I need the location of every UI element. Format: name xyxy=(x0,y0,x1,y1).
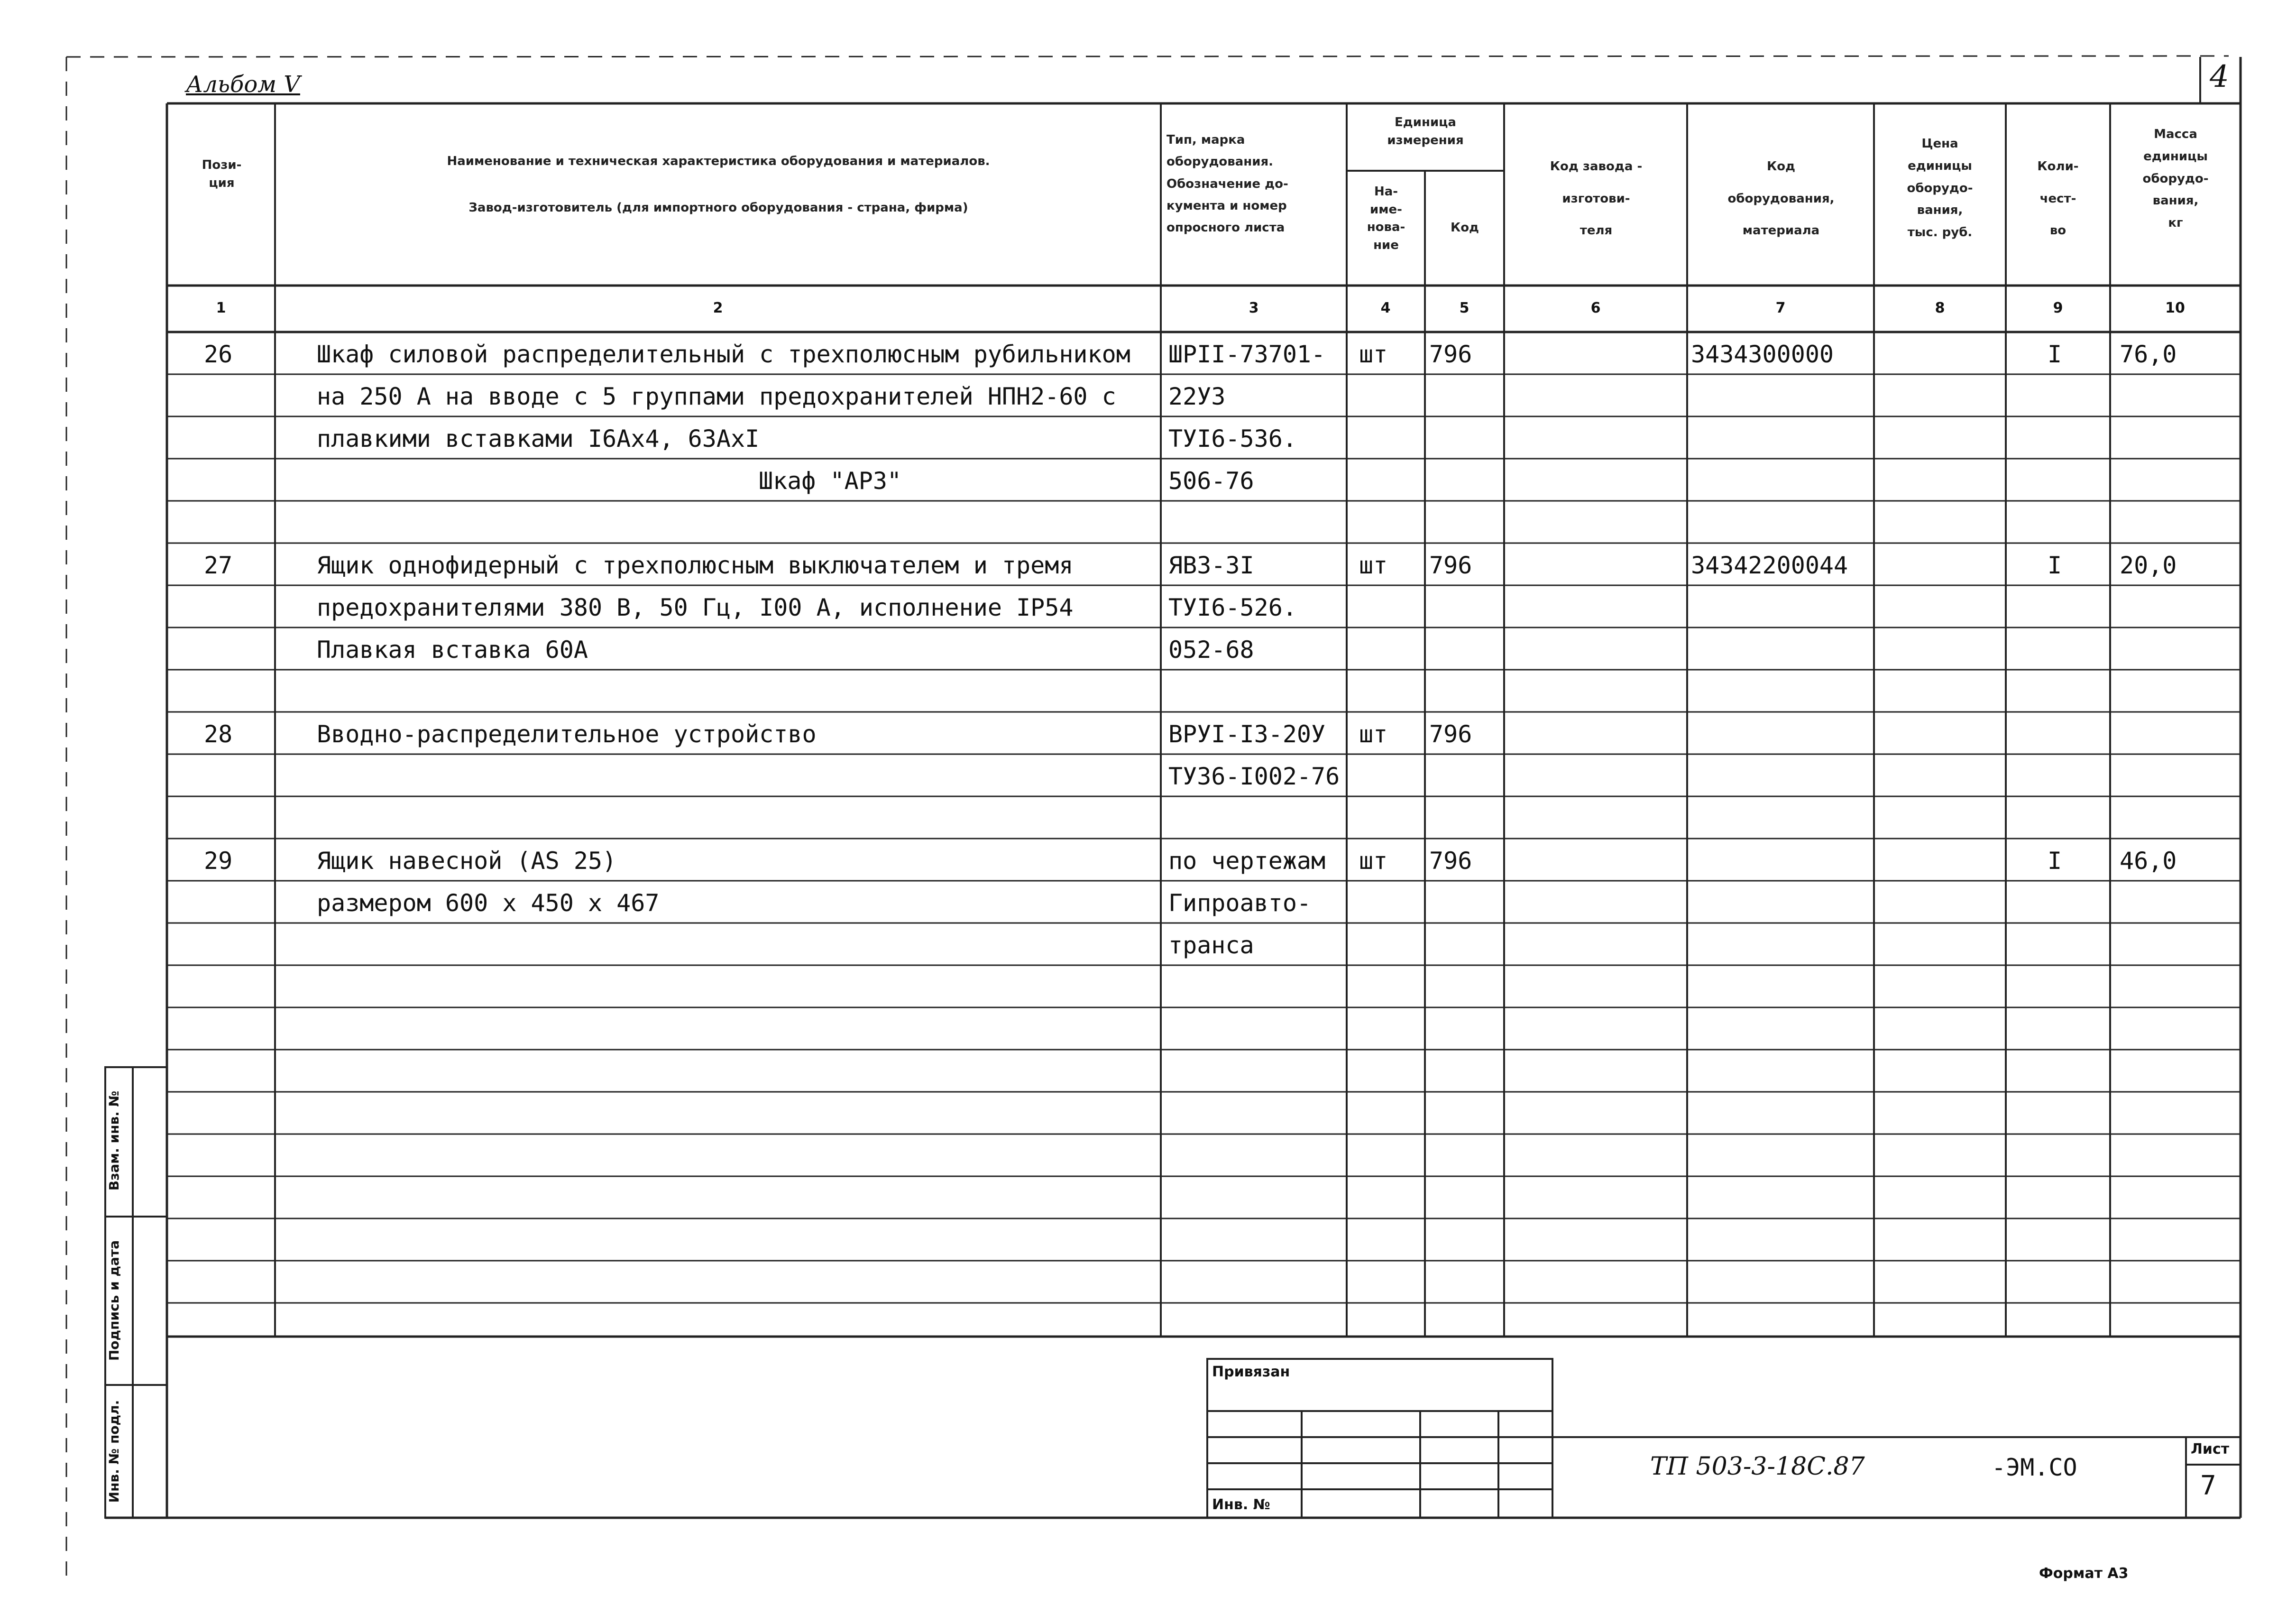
cell-unit-code: 796 xyxy=(1429,847,1472,875)
cell-position: 29 xyxy=(204,847,233,875)
cell-name: Плавкая вставка 60А xyxy=(317,636,588,664)
cell-mass: 20,0 xyxy=(2120,552,2177,579)
header-mass: Масса единицы оборудо- вания, кг xyxy=(2142,127,2209,231)
column-number: 4 xyxy=(1380,300,1391,316)
cell-name: Ящик однофидерный с трехполюсным выключателем и тремя xyxy=(317,552,1074,579)
cell-unit-code: 796 xyxy=(1429,552,1472,579)
cell-type: Гипроавто- xyxy=(1168,889,1312,917)
format-label: Формат А3 xyxy=(2039,1565,2129,1582)
header-unit-code: Код xyxy=(1450,221,1479,235)
side-label-signature: Подпись и дата xyxy=(106,1240,122,1361)
stamp-sheet-label: Лист xyxy=(2191,1441,2230,1458)
stamp-privyazan: Привязан xyxy=(1212,1364,1290,1380)
stamp-sheet-number: 7 xyxy=(2200,1470,2216,1501)
column-number: 6 xyxy=(1590,300,1601,316)
album-label: Альбом V xyxy=(186,71,300,98)
cell-position: 28 xyxy=(204,720,233,748)
cell-equipment-code: 34342200044 xyxy=(1691,552,1848,579)
cell-name: плавкими вставками I6Ах4, 63АхI xyxy=(317,425,760,452)
header-price: Цена единицы оборудо- вания, тыс. руб. xyxy=(1907,137,1973,240)
side-label-inventory: Инв. № подл. xyxy=(106,1400,122,1503)
header-manufacturer-code: Код завода - изготови- теля xyxy=(1550,159,1643,238)
column-number: 10 xyxy=(2165,300,2185,316)
cell-name: Шкаф силовой распределительный с трехполюсным рубильником xyxy=(317,341,1130,368)
stamp-designation-suffix: -ЭМ.СО xyxy=(1992,1454,2077,1481)
column-number: 5 xyxy=(1459,300,1469,316)
cell-quantity: I xyxy=(2048,552,2062,579)
cell-type: 052-68 xyxy=(1168,636,1254,664)
cell-name: на 250 А на вводе с 5 группами предохранителей НПН2-60 с xyxy=(317,383,1116,410)
stamp-inv: Инв. № xyxy=(1212,1496,1270,1513)
cell-name: предохранителями 380 В, 50 Гц, I00 А, исполнение IP54 xyxy=(317,594,1074,621)
cell-type: ВРУI-I3-20У xyxy=(1168,720,1326,748)
cell-type: ШРII-73701- xyxy=(1168,341,1326,368)
cell-position: 27 xyxy=(204,552,233,579)
column-number: 9 xyxy=(2053,300,2063,316)
stamp-designation: ТП 503-3-18С.87 xyxy=(1650,1452,1865,1481)
cell-type: ЯВЗ-3I xyxy=(1168,552,1254,579)
cell-unit-code: 796 xyxy=(1429,341,1472,368)
page-corner-number: 4 xyxy=(2210,59,2229,94)
cell-unit: шт xyxy=(1359,720,1388,748)
cell-name: Ящик навесной (AS 25) xyxy=(317,847,617,875)
cell-type: ТУI6-536. xyxy=(1168,425,1297,452)
header-position: Пози- ция xyxy=(202,158,242,190)
cell-unit: шт xyxy=(1359,341,1388,368)
cell-quantity: I xyxy=(2048,341,2062,368)
cell-position: 26 xyxy=(204,341,233,368)
header-unit: Единица измерения xyxy=(1387,115,1464,148)
column-number: 8 xyxy=(1935,300,1945,316)
cell-type: ТУI6-526. xyxy=(1168,594,1297,621)
side-label-replacement: Взам. инв. № xyxy=(106,1090,122,1191)
column-number: 7 xyxy=(1775,300,1786,316)
header-manufacturer: Завод-изготовитель (для импортного оборудования - страна, фирма) xyxy=(468,201,968,215)
cell-type: 506-76 xyxy=(1168,467,1254,495)
cell-type: по чертежам xyxy=(1168,847,1326,875)
cell-quantity: I xyxy=(2048,847,2062,875)
cell-unit: шт xyxy=(1359,847,1388,875)
cell-mass: 76,0 xyxy=(2120,341,2177,368)
header-unit-name: На- име- нова- ние xyxy=(1367,185,1405,253)
header-quantity: Коли- чест- во xyxy=(2037,159,2079,238)
column-number: 2 xyxy=(713,300,723,316)
cell-name: Вводно-распределительное устройство xyxy=(317,720,817,748)
cell-type: ТУ36-I002-76 xyxy=(1168,763,1340,790)
cell-unit-code: 796 xyxy=(1429,720,1472,748)
cell-name: Шкаф "АРЗ" xyxy=(759,467,902,495)
cell-type: 22УЗ xyxy=(1168,383,1226,410)
header-equipment-code: Код оборудования, материала xyxy=(1727,159,1835,238)
cell-equipment-code: 3434300000 xyxy=(1691,341,1834,368)
cell-name: размером 600 х 450 х 467 xyxy=(317,889,660,917)
column-number: 3 xyxy=(1249,300,1259,316)
column-number: 1 xyxy=(216,300,226,316)
header-name: Наименование и техническая характеристика оборудования и материалов. xyxy=(447,154,990,168)
cell-unit: шт xyxy=(1359,552,1388,579)
cell-mass: 46,0 xyxy=(2120,847,2177,875)
cell-type: транса xyxy=(1168,932,1254,959)
header-type: Тип, марка оборудования. Обозначение до- кумента и номер опросного листа xyxy=(1166,133,1288,235)
